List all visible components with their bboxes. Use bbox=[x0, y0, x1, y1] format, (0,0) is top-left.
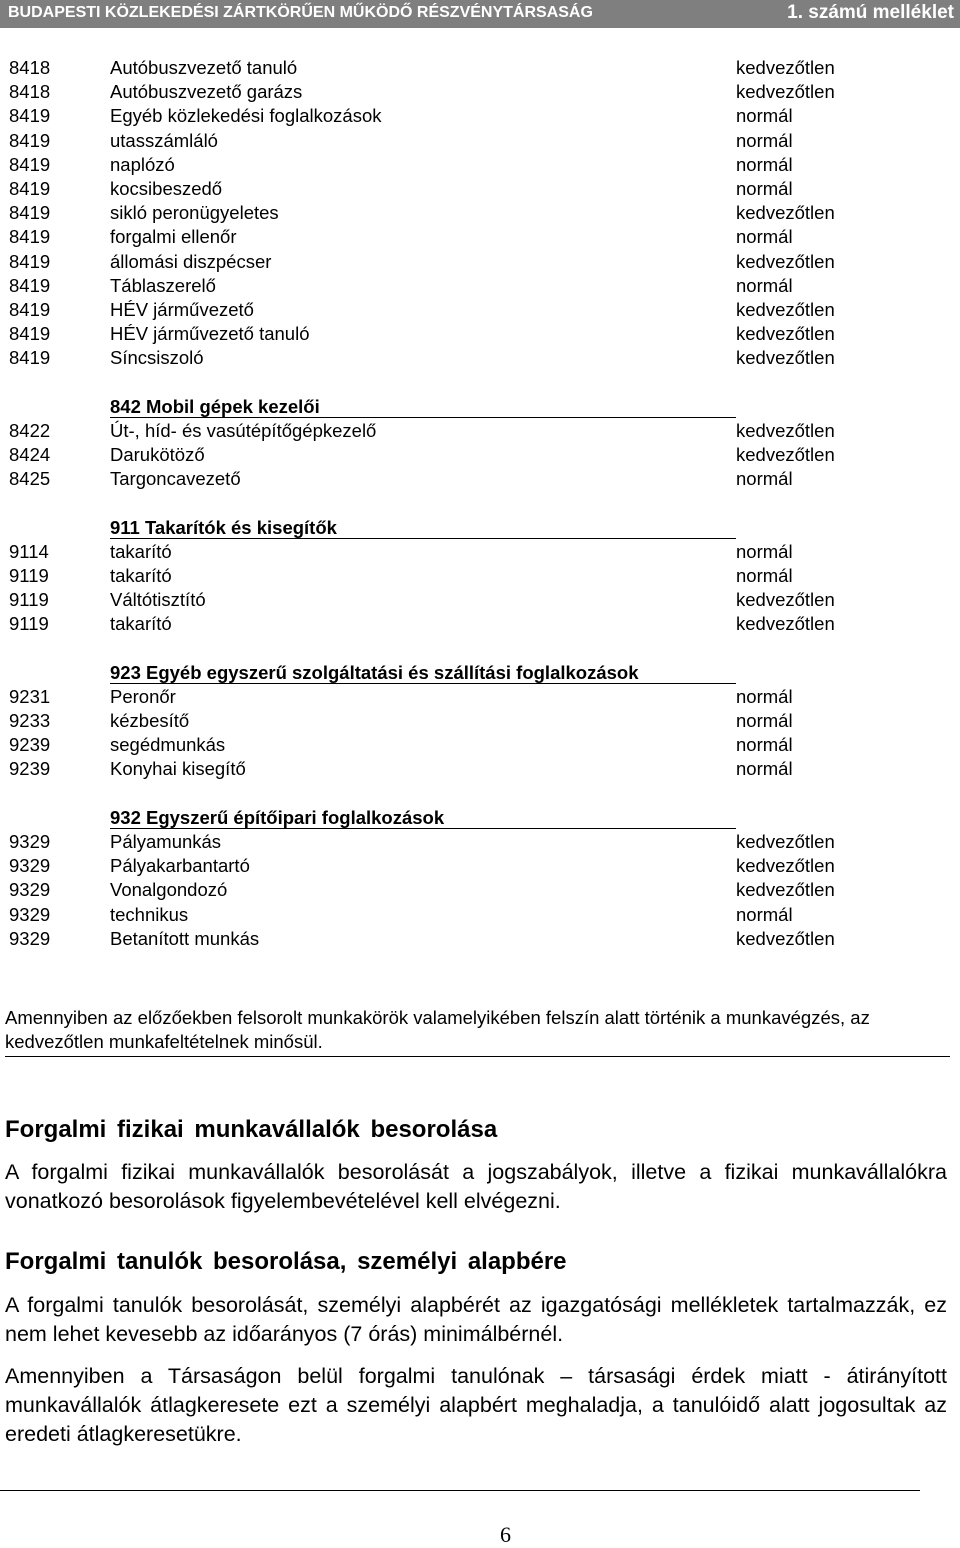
table-row bbox=[0, 177, 960, 201]
job-classification-table bbox=[0, 56, 960, 951]
work-condition: kedvezőtlen bbox=[736, 81, 835, 103]
table-row bbox=[0, 854, 960, 878]
job-code: 9329 bbox=[9, 927, 51, 949]
work-condition: kedvezőtlen bbox=[736, 323, 835, 345]
job-title: Peronőr bbox=[110, 685, 176, 707]
group-heading bbox=[0, 516, 960, 540]
job-title: Pályakarbantartó bbox=[110, 855, 250, 877]
table-row bbox=[0, 467, 960, 491]
job-code: 8424 bbox=[9, 444, 51, 465]
section-heading-physical-workers: Forgalmi fizikai munkavállalók besorolása bbox=[5, 1116, 498, 1143]
spacer bbox=[0, 491, 960, 515]
work-condition: normál bbox=[736, 758, 793, 780]
job-code: 8422 bbox=[9, 419, 51, 441]
work-condition: normál bbox=[736, 710, 793, 732]
job-code: 8419 bbox=[9, 274, 51, 296]
work-condition: kedvezőtlen bbox=[736, 202, 835, 224]
job-title: Út-, híd- és vasútépítőgépkezelő bbox=[110, 419, 377, 441]
group-title: 911 Takarítók és kisegítők bbox=[110, 516, 736, 539]
table-row bbox=[0, 322, 960, 346]
work-condition: normál bbox=[736, 468, 793, 490]
page-number: 6 bbox=[500, 1522, 511, 1547]
job-code: 8419 bbox=[9, 226, 51, 248]
work-condition: kedvezőtlen bbox=[736, 613, 835, 635]
job-title: Vonalgondozó bbox=[110, 879, 228, 901]
table-row bbox=[0, 104, 960, 128]
section-text-trainees-1: A forgalmi tanulók besorolását, személyi alapbérét az igazgatósági mellékletek tartalmazzák, ez nem lehet kevesebb az időarányos (7 órás) minimálbérnél. bbox=[5, 1293, 947, 1346]
job-code: 8419 bbox=[9, 347, 51, 369]
job-code: 9233 bbox=[9, 710, 51, 732]
job-title: HÉV járművezető tanuló bbox=[110, 323, 310, 345]
table-row bbox=[0, 250, 960, 274]
table-row bbox=[0, 225, 960, 249]
work-condition: kedvezőtlen bbox=[736, 419, 835, 441]
group-heading bbox=[0, 661, 960, 685]
table-row bbox=[0, 419, 960, 443]
job-code: 8419 bbox=[9, 177, 51, 199]
section-text-physical-workers: A forgalmi fizikai munkavállalók besorolását a jogszabályok, illetve a fizikai munkavállalókra vonatkozó besorolások figyelembevételével kell elvégezni. bbox=[5, 1160, 947, 1213]
job-title: forgalmi ellenőr bbox=[110, 226, 237, 248]
work-condition: kedvezőtlen bbox=[736, 927, 835, 949]
table-row bbox=[0, 540, 960, 564]
job-title: Pályamunkás bbox=[110, 831, 222, 852]
table-row bbox=[0, 878, 960, 902]
table-row bbox=[0, 201, 960, 225]
spacer bbox=[0, 370, 960, 394]
group-heading bbox=[0, 395, 960, 419]
work-condition: normál bbox=[736, 685, 793, 707]
job-title: kocsibeszedő bbox=[110, 177, 223, 199]
job-code: 9329 bbox=[9, 903, 51, 925]
job-code: 8419 bbox=[9, 250, 51, 272]
job-title: takarító bbox=[110, 540, 172, 562]
group-heading bbox=[0, 806, 960, 830]
group-title: 932 Egyszerű építőipari foglalkozások bbox=[110, 806, 736, 829]
job-code: 8418 bbox=[9, 57, 51, 78]
underground-note: Amennyiben az előzőekben felsorolt munkakörök valamelyikében felszín alatt történik a munkavégzés, az kedvezőtlen munkafeltételnek minősül. bbox=[5, 1006, 950, 1057]
group-title: 923 Egyéb egyszerű szolgáltatási és szállítási foglalkozások bbox=[110, 661, 736, 684]
job-code: 8425 bbox=[9, 468, 51, 490]
table-row bbox=[0, 830, 960, 854]
work-condition: normál bbox=[736, 274, 793, 296]
job-code: 9329 bbox=[9, 855, 51, 877]
work-condition: kedvezőtlen bbox=[736, 444, 835, 465]
work-condition: kedvezőtlen bbox=[736, 855, 835, 877]
work-condition: kedvezőtlen bbox=[736, 298, 835, 320]
job-code: 9119 bbox=[9, 564, 49, 586]
job-code: 8419 bbox=[9, 323, 51, 345]
job-code: 8419 bbox=[9, 105, 51, 127]
work-condition: kedvezőtlen bbox=[736, 250, 835, 272]
job-code: 8419 bbox=[9, 202, 51, 224]
table-row bbox=[0, 733, 960, 757]
job-title: technikus bbox=[110, 903, 189, 925]
job-title: utasszámláló bbox=[110, 129, 218, 151]
job-title: Egyéb közlekedési foglalkozások bbox=[110, 105, 382, 127]
table-row bbox=[0, 612, 960, 636]
job-code: 8419 bbox=[9, 129, 51, 151]
job-code: 9239 bbox=[9, 758, 51, 780]
job-code: 8419 bbox=[9, 153, 51, 175]
table-row bbox=[0, 56, 960, 80]
job-title: takarító bbox=[110, 564, 172, 586]
job-code: 9329 bbox=[9, 879, 51, 901]
work-condition: kedvezőtlen bbox=[736, 879, 835, 901]
work-condition: kedvezőtlen bbox=[736, 57, 835, 78]
section-text-trainees-2: Amennyiben a Társaságon belül forgalmi tanulónak – társasági érdek miatt - átirányított munkavállalók átlagkeresete ezt a személyi alapbért meghaladja, a tanulóidő alatt jogosultak az eredeti átlagkeresetükre. bbox=[5, 1364, 947, 1446]
table-row bbox=[0, 346, 960, 370]
table-row bbox=[0, 153, 960, 177]
job-title: HÉV járművezető bbox=[110, 298, 254, 320]
job-title: naplózó bbox=[110, 153, 175, 175]
job-title: Targoncavezető bbox=[110, 468, 241, 490]
work-condition: normál bbox=[736, 177, 793, 199]
job-title: segédmunkás bbox=[110, 734, 226, 756]
job-title: állomási diszpécser bbox=[110, 250, 272, 272]
table-row bbox=[0, 129, 960, 153]
job-title: Darukötöző bbox=[110, 444, 205, 465]
table-row bbox=[0, 80, 960, 104]
job-code: 9329 bbox=[9, 831, 51, 852]
work-condition: kedvezőtlen bbox=[736, 347, 835, 369]
job-title: Autóbuszvezető tanuló bbox=[110, 57, 298, 78]
job-title: takarító bbox=[110, 613, 172, 635]
job-title: Váltótisztító bbox=[110, 589, 206, 611]
section-heading-trainees: Forgalmi tanulók besorolása, személyi alapbére bbox=[5, 1248, 567, 1275]
table-row bbox=[0, 298, 960, 322]
job-title: Síncsiszoló bbox=[110, 347, 204, 369]
work-condition: kedvezőtlen bbox=[736, 831, 835, 852]
work-condition: normál bbox=[736, 540, 793, 562]
company-name: BUDAPESTI KÖZLEKEDÉSI ZÁRTKÖRŰEN MŰKÖDŐ RÉSZVÉNYTÁRSASÁG bbox=[8, 4, 593, 21]
job-title: kézbesítő bbox=[110, 710, 190, 732]
work-condition: normál bbox=[736, 153, 793, 175]
spacer bbox=[0, 637, 960, 661]
spacer bbox=[0, 782, 960, 806]
job-code: 8419 bbox=[9, 298, 51, 320]
job-code: 9114 bbox=[9, 540, 49, 562]
job-code: 9119 bbox=[9, 613, 49, 635]
footer-rule bbox=[0, 1490, 920, 1491]
work-condition: kedvezőtlen bbox=[736, 589, 835, 611]
work-condition: normál bbox=[736, 105, 793, 127]
job-code: 9119 bbox=[9, 589, 49, 611]
work-condition: normál bbox=[736, 734, 793, 756]
table-row bbox=[0, 274, 960, 298]
job-title: Autóbuszvezető garázs bbox=[110, 81, 303, 103]
annex-label: 1. számú melléklet bbox=[787, 2, 954, 23]
job-code: 9231 bbox=[9, 685, 51, 707]
work-condition: normál bbox=[736, 226, 793, 248]
work-condition: normál bbox=[736, 129, 793, 151]
table-row bbox=[0, 443, 960, 467]
table-row bbox=[0, 709, 960, 733]
job-title: Konyhai kisegítő bbox=[110, 758, 246, 780]
work-condition: normál bbox=[736, 564, 793, 586]
table-row bbox=[0, 588, 960, 612]
group-title: 842 Mobil gépek kezelői bbox=[110, 395, 736, 418]
job-title: Táblaszerelő bbox=[110, 274, 216, 296]
table-row bbox=[0, 927, 960, 951]
job-code: 8418 bbox=[9, 81, 51, 103]
table-row bbox=[0, 564, 960, 588]
table-row bbox=[0, 757, 960, 781]
page-header bbox=[0, 0, 960, 28]
job-code: 9239 bbox=[9, 734, 51, 756]
work-condition: normál bbox=[736, 903, 793, 925]
job-title: sikló peronügyeletes bbox=[110, 202, 279, 224]
table-row bbox=[0, 685, 960, 709]
table-row bbox=[0, 903, 960, 927]
job-title: Betanított munkás bbox=[110, 927, 260, 949]
